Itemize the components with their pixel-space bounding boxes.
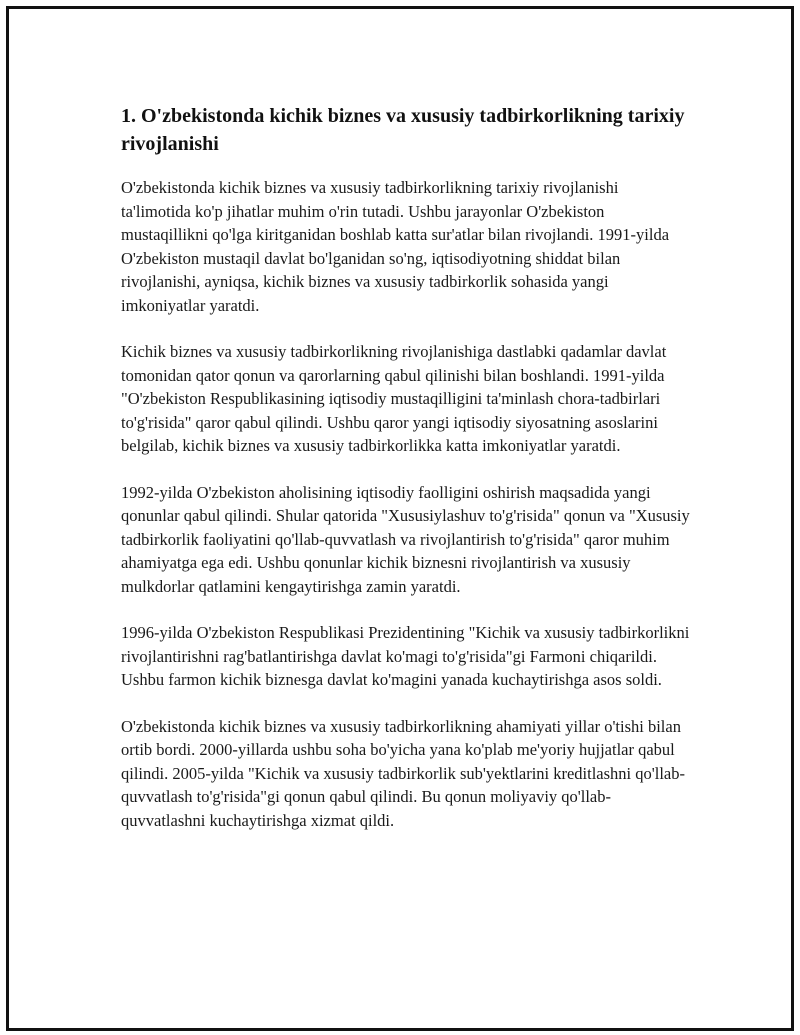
paragraph: O'zbekistonda kichik biznes va xususiy tadbirkorlikning ahamiyati yillar o'tishi bilan ortib bordi. 2000-yillarda ushbu soha bo'yicha yana ko'plab me'yoriy hujjatlar qabul qilindi. 2005-yilda "Kichik va xususiy tadbirkorlik sub'yektlarini kreditlashni qo'llab-quvvatlash to'g'risida"gi qonun qabul qilindi. Bu qonun moliyaviy qo'llab-quvvatlashni kuchaytirishga xizmat qildi. (121, 716, 685, 830)
paragraph: Kichik biznes va xususiy tadbirkorlikning rivojlanishiga dastlabki qadamlar davlat tomonidan qator qonun va qarorlarning qabul qilinishi bilan boshlandi. 1991-yilda "O'zbekiston Respublikasining iqtisodiy mustaqilligini ta'minlash chora-tadbirlari to'g'risida" qaror qabul qilindi. Ushbu qaror yangi iqtisodiy siyosatning asoslarini belgilab, kichik biznes va xususiy tadbirkorlikka katta imkoniyatlar yaratdi. (121, 342, 667, 455)
paragraph: 1992-yilda O'zbekiston aholisining iqtisodiy faolligini oshirish maqsadida yangi qonunlar qabul qilindi. Shular qatorida "Xususiylashuv to'g'risida" qonun va "Xususiy tadbirkorlik faoliyatini qo'llab-quvvatlash va rivojlantirish to'g'risida" qaror muhim ahamiyatga ega edi. Ushbu qonunlar kichik biznesni rivojlantirish va xususiy mulkdorlar qatlamini kengaytirishga zamin yaratdi. (121, 482, 690, 596)
document-page (6, 6, 794, 1031)
paragraph: O'zbekistonda kichik biznes va xususiy tadbirkorlikning tarixiy rivojlanishi ta'limotida ko'p jihatlar muhim o'rin tutadi. Ushbu jarayonlar O'zbekiston mustaqillikni qo'lga kiritganidan boshlab katta sur'atlar bilan rivojlandi. 1991-yilda O'zbekiston mustaqil davlat bo'lganidan so'ng, iqtisodiyotning shiddat bilan rivojlanishi, ayniqsa, kichik biznes va xususiy tadbirkorlik sohasida yangi imkoniyatlar yaratdi. (121, 178, 670, 315)
section-heading: 1. O'zbekistonda kichik biznes va xususiy tadbirkorlikning tarixiy rivojlanishi (121, 105, 685, 155)
paragraph: 1996-yilda O'zbekiston Respublikasi Prezidentining "Kichik va xususiy tadbirkorlikni rivojlantirishni rag'batlantirishga davlat ko'magi to'g'risida"gi Farmoni chiqarildi. Ushbu farmon kichik biznesga davlat ko'magini yanada kuchaytirishga asos soldi. (121, 623, 690, 689)
document-body (121, 102, 691, 855)
